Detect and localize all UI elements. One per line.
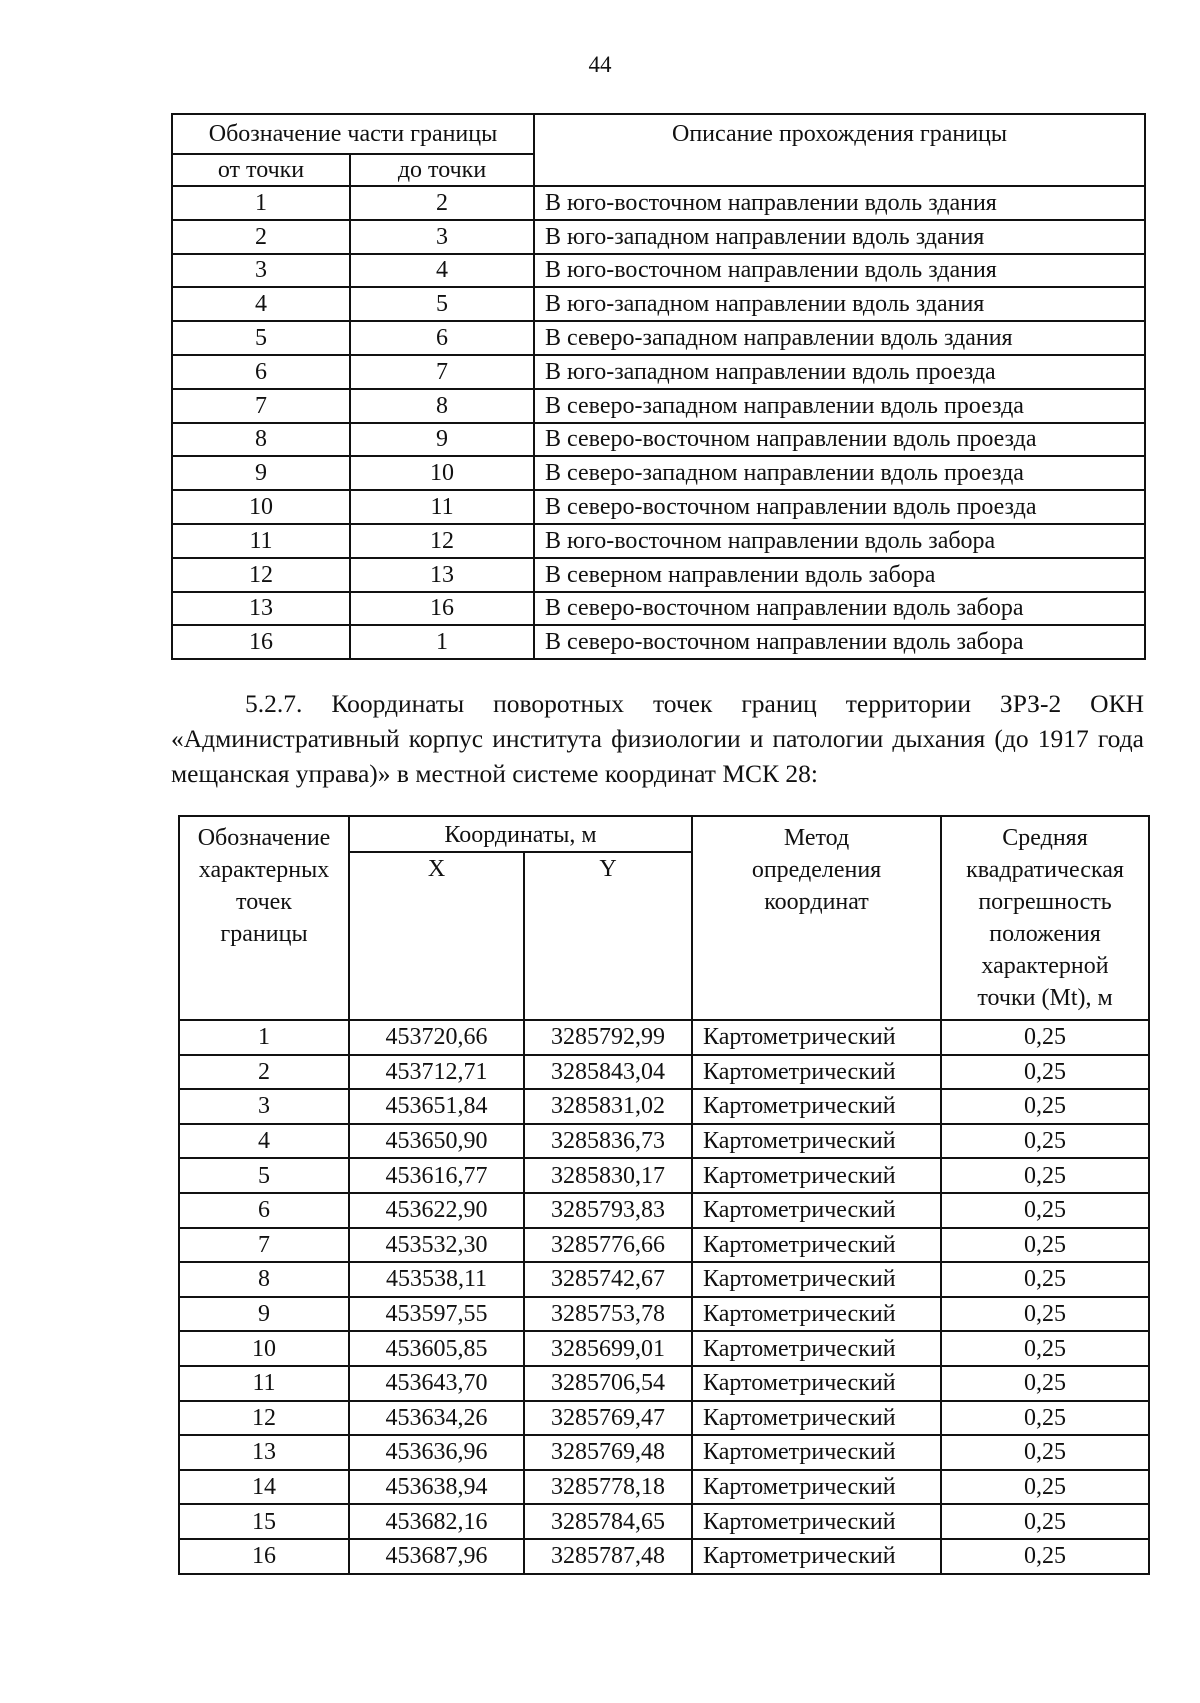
header-method-line: определения	[751, 857, 882, 883]
boundary-table-body	[172, 186, 1145, 659]
from-point-cell: 16	[172, 625, 350, 659]
description-cell: В юго-западном направлении вдоль здания	[534, 220, 1145, 254]
from-point-cell: 13	[172, 592, 350, 626]
to-point-cell: 10	[350, 456, 534, 490]
from-point-cell: 2	[172, 220, 350, 254]
y-cell: 3285836,73	[524, 1124, 692, 1159]
x-cell: 453651,84	[349, 1089, 524, 1124]
coordinates-table-body	[179, 1020, 1149, 1574]
x-cell: 453687,96	[349, 1539, 524, 1574]
mt-cell: 0,25	[941, 1470, 1149, 1505]
mt-cell: 0,25	[941, 1297, 1149, 1332]
point-number-cell: 16	[179, 1539, 349, 1574]
header-error-line: погрешность	[978, 889, 1112, 915]
y-cell: 3285753,78	[524, 1297, 692, 1332]
description-cell: В юго-восточном направлении вдоль здания	[534, 186, 1145, 220]
description-cell: В юго-западном направлении вдоль проезда	[534, 355, 1145, 389]
coordinates-table	[178, 815, 1150, 1575]
header-error-line: квадратическая	[966, 857, 1124, 883]
description-cell: В северо-восточном направлении вдоль забора	[534, 625, 1145, 659]
point-number-cell: 4	[179, 1124, 349, 1159]
y-cell: 3285843,04	[524, 1055, 692, 1090]
to-point-cell: 13	[350, 558, 534, 592]
method-cell: Картометрический	[692, 1158, 941, 1193]
method-cell: Картометрический	[692, 1124, 941, 1159]
mt-cell: 0,25	[941, 1504, 1149, 1539]
header-error-line: положения	[989, 921, 1101, 947]
to-point-cell: 12	[350, 524, 534, 558]
header-x: X	[349, 852, 524, 1020]
table-row	[172, 490, 1145, 524]
method-cell: Картометрический	[692, 1228, 941, 1263]
to-point-cell: 16	[350, 592, 534, 626]
x-cell: 453532,30	[349, 1228, 524, 1263]
table-row	[172, 423, 1145, 457]
table-row	[172, 524, 1145, 558]
x-cell: 453638,94	[349, 1470, 524, 1505]
header-error-line: характерной	[981, 953, 1109, 979]
to-point-cell: 3	[350, 220, 534, 254]
point-number-cell: 9	[179, 1297, 349, 1332]
mt-cell: 0,25	[941, 1193, 1149, 1228]
page-number: 44	[588, 52, 612, 77]
table-row	[179, 1262, 1149, 1297]
point-number-cell: 6	[179, 1193, 349, 1228]
mt-cell: 0,25	[941, 1089, 1149, 1124]
mt-cell: 0,25	[941, 1158, 1149, 1193]
y-cell: 3285699,01	[524, 1331, 692, 1366]
header-method	[692, 816, 941, 1020]
x-cell: 453597,55	[349, 1297, 524, 1332]
table-row	[179, 1331, 1149, 1366]
header-point-line: Обозначение	[197, 825, 331, 851]
mt-cell: 0,25	[941, 1366, 1149, 1401]
from-point-cell: 7	[172, 389, 350, 423]
description-cell: В юго-восточном направлении вдоль забора	[534, 524, 1145, 558]
table-row	[179, 1539, 1149, 1574]
point-number-cell: 8	[179, 1262, 349, 1297]
table-row	[179, 1435, 1149, 1470]
header-boundary-part: Обозначение части границы	[172, 114, 534, 154]
x-cell: 453643,70	[349, 1366, 524, 1401]
table-row	[172, 389, 1145, 423]
from-point-cell: 8	[172, 423, 350, 457]
header-y: Y	[524, 852, 692, 1020]
point-number-cell: 3	[179, 1089, 349, 1124]
method-cell: Картометрический	[692, 1504, 941, 1539]
mt-cell: 0,25	[941, 1435, 1149, 1470]
method-cell: Картометрический	[692, 1539, 941, 1574]
y-cell: 3285787,48	[524, 1539, 692, 1574]
table-row	[172, 355, 1145, 389]
table-row	[172, 220, 1145, 254]
table-row	[172, 254, 1145, 288]
table-row	[179, 1089, 1149, 1124]
method-cell: Картометрический	[692, 1193, 941, 1228]
to-point-cell: 7	[350, 355, 534, 389]
mt-cell: 0,25	[941, 1262, 1149, 1297]
table-row	[172, 558, 1145, 592]
x-cell: 453616,77	[349, 1158, 524, 1193]
table-row	[179, 1020, 1149, 1055]
method-cell: Картометрический	[692, 1401, 941, 1436]
method-cell: Картометрический	[692, 1262, 941, 1297]
point-number-cell: 7	[179, 1228, 349, 1263]
to-point-cell: 4	[350, 254, 534, 288]
y-cell: 3285793,83	[524, 1193, 692, 1228]
header-boundary-description: Описание прохождения границы	[534, 114, 1145, 186]
table-row	[179, 1504, 1149, 1539]
header-method-line: координат	[764, 889, 869, 915]
method-cell: Картометрический	[692, 1297, 941, 1332]
table-row	[172, 287, 1145, 321]
y-cell: 3285792,99	[524, 1020, 692, 1055]
from-point-cell: 12	[172, 558, 350, 592]
point-number-cell: 13	[179, 1435, 349, 1470]
from-point-cell: 9	[172, 456, 350, 490]
description-cell: В северо-восточном направлении вдоль проезда	[534, 490, 1145, 524]
from-point-cell: 11	[172, 524, 350, 558]
point-number-cell: 15	[179, 1504, 349, 1539]
y-cell: 3285778,18	[524, 1470, 692, 1505]
header-point-line: характерных	[198, 857, 330, 883]
x-cell: 453712,71	[349, 1055, 524, 1090]
mt-cell: 0,25	[941, 1331, 1149, 1366]
method-cell: Картометрический	[692, 1020, 941, 1055]
method-cell: Картометрический	[692, 1366, 941, 1401]
description-cell: В юго-восточном направлении вдоль здания	[534, 254, 1145, 288]
method-cell: Картометрический	[692, 1055, 941, 1090]
description-cell: В северо-западном направлении вдоль здания	[534, 321, 1145, 355]
table-row	[172, 625, 1145, 659]
point-number-cell: 14	[179, 1470, 349, 1505]
header-point-line: точек	[236, 889, 292, 915]
x-cell: 453605,85	[349, 1331, 524, 1366]
y-cell: 3285769,48	[524, 1435, 692, 1470]
from-point-cell: 5	[172, 321, 350, 355]
boundary-description-table	[171, 113, 1146, 660]
to-point-cell: 8	[350, 389, 534, 423]
to-point-cell: 1	[350, 625, 534, 659]
table-row	[172, 186, 1145, 220]
mt-cell: 0,25	[941, 1401, 1149, 1436]
header-method-line: Метод	[783, 825, 850, 851]
point-number-cell: 10	[179, 1331, 349, 1366]
header-error-line: Средняя	[1002, 825, 1088, 851]
x-cell: 453622,90	[349, 1193, 524, 1228]
description-cell: В северо-западном направлении вдоль проезда	[534, 456, 1145, 490]
section-paragraph	[171, 686, 1144, 791]
header-from-point: от точки	[172, 154, 350, 186]
method-cell: Картометрический	[692, 1331, 941, 1366]
table-row	[179, 1366, 1149, 1401]
from-point-cell: 3	[172, 254, 350, 288]
table-row	[179, 1158, 1149, 1193]
y-cell: 3285769,47	[524, 1401, 692, 1436]
y-cell: 3285830,17	[524, 1158, 692, 1193]
x-cell: 453650,90	[349, 1124, 524, 1159]
table-row	[179, 1124, 1149, 1159]
from-point-cell: 6	[172, 355, 350, 389]
method-cell: Картометрический	[692, 1470, 941, 1505]
header-point-line: границы	[220, 921, 308, 947]
y-cell: 3285706,54	[524, 1366, 692, 1401]
mt-cell: 0,25	[941, 1055, 1149, 1090]
mt-cell: 0,25	[941, 1539, 1149, 1574]
mt-cell: 0,25	[941, 1124, 1149, 1159]
x-cell: 453682,16	[349, 1504, 524, 1539]
point-number-cell: 1	[179, 1020, 349, 1055]
header-error-line: точки (Mt), м	[977, 985, 1113, 1011]
table-row	[179, 1055, 1149, 1090]
table-row	[172, 321, 1145, 355]
table-row	[172, 456, 1145, 490]
description-cell: В северном направлении вдоль забора	[534, 558, 1145, 592]
from-point-cell: 4	[172, 287, 350, 321]
y-cell: 3285784,65	[524, 1504, 692, 1539]
method-cell: Картометрический	[692, 1089, 941, 1124]
point-number-cell: 12	[179, 1401, 349, 1436]
mt-cell: 0,25	[941, 1228, 1149, 1263]
table-row	[179, 1470, 1149, 1505]
point-number-cell: 5	[179, 1158, 349, 1193]
table-row	[179, 1401, 1149, 1436]
description-cell: В северо-восточном направлении вдоль проезда	[534, 423, 1145, 457]
to-point-cell: 6	[350, 321, 534, 355]
table-row	[179, 1193, 1149, 1228]
header-to-point: до точки	[350, 154, 534, 186]
x-cell: 453636,96	[349, 1435, 524, 1470]
to-point-cell: 5	[350, 287, 534, 321]
mt-cell: 0,25	[941, 1020, 1149, 1055]
y-cell: 3285742,67	[524, 1262, 692, 1297]
x-cell: 453538,11	[349, 1262, 524, 1297]
description-cell: В юго-западном направлении вдоль здания	[534, 287, 1145, 321]
to-point-cell: 11	[350, 490, 534, 524]
y-cell: 3285776,66	[524, 1228, 692, 1263]
description-cell: В северо-восточном направлении вдоль забора	[534, 592, 1145, 626]
paragraph-text: 5.2.7. Координаты поворотных точек границ территории ЗРЗ-2 ОКН «Административный корпус института физиологии и патологии дыхания (до 1917 года мещанская управа)» в местной системе координат МСК 28:	[171, 689, 1144, 788]
x-cell: 453634,26	[349, 1401, 524, 1436]
from-point-cell: 10	[172, 490, 350, 524]
to-point-cell: 2	[350, 186, 534, 220]
table-row	[172, 592, 1145, 626]
header-point-designation	[179, 816, 349, 1020]
x-cell: 453720,66	[349, 1020, 524, 1055]
y-cell: 3285831,02	[524, 1089, 692, 1124]
description-cell: В северо-западном направлении вдоль проезда	[534, 389, 1145, 423]
header-coordinates: Координаты, м	[349, 816, 692, 852]
from-point-cell: 1	[172, 186, 350, 220]
header-mean-square-error	[941, 816, 1149, 1020]
method-cell: Картометрический	[692, 1435, 941, 1470]
point-number-cell: 11	[179, 1366, 349, 1401]
point-number-cell: 2	[179, 1055, 349, 1090]
table-row	[179, 1297, 1149, 1332]
to-point-cell: 9	[350, 423, 534, 457]
table-row	[179, 1228, 1149, 1263]
